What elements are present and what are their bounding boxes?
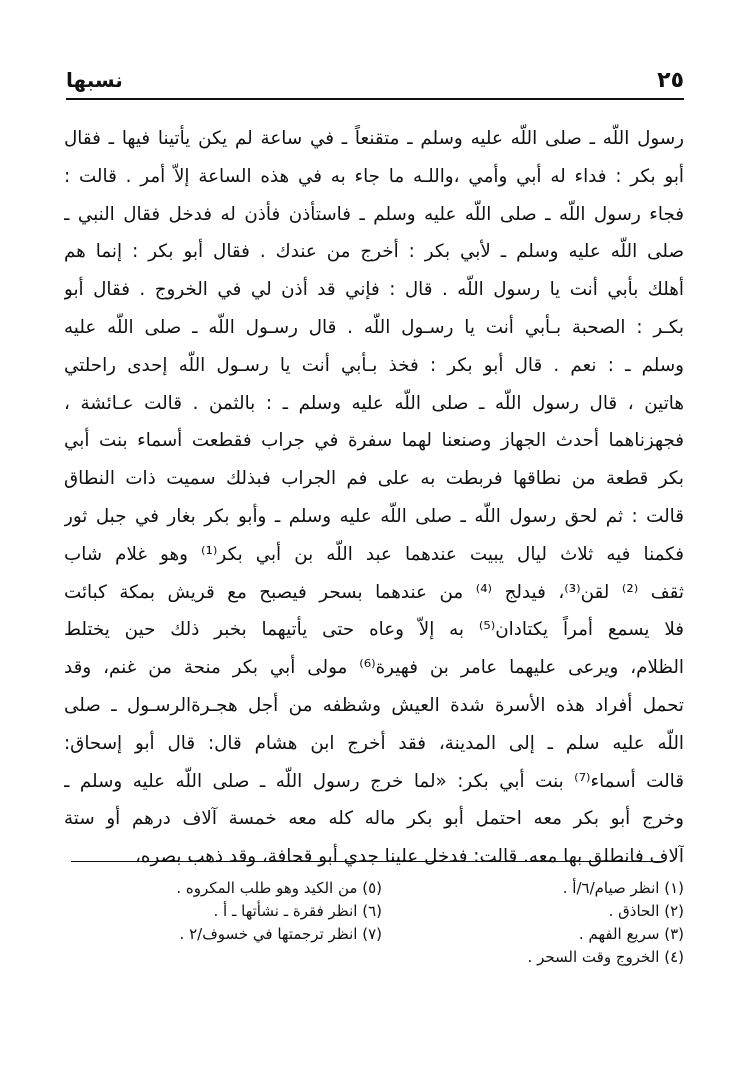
footnotes (80, 877, 684, 969)
text-line: تحمل أفراد هذه الأسرة شدة العيش وشظفه من أجل هجـرةالرسـول ـ صلى (64, 694, 684, 716)
footnote-empty (80, 946, 382, 969)
footnote-1: (١) انظر صيام/٦/أ . (562, 879, 684, 897)
footnote-7: (٧) انظر ترجمتها في خسوف/٢ . (179, 925, 382, 943)
footnote-row (80, 946, 684, 969)
text-line: بكـر : الصحبة بـأبي أنت يا رسـول اللّه . قال رسـول اللّه ـ صلى اللّه عليه (64, 316, 684, 338)
page-header (66, 68, 684, 96)
text-line: قالت أسماء⁽⁷⁾ بنت أبي بكر: «لما خرج رسول اللّه ـ صلى اللّه عليه وسلم ـ (64, 770, 684, 792)
header-rule (66, 98, 684, 100)
footnote-row (80, 877, 684, 900)
text-line: رسول اللّه ـ صلى اللّه عليه وسلم ـ متقنعاً ـ في ساعة لم يكن يأتينا فيها ـ فقال (64, 128, 684, 149)
text-line: هاتين ، قال رسول اللّه ـ صلى اللّه عليه وسلم ـ : بالثمن . قالت عـائشة ، (64, 392, 684, 414)
text-line: وخرج أبو بكر معه احتمل أبو بكر ماله كله معه خمسة آلاف درهم أو ستة (64, 808, 684, 830)
text-line: قالت : ثم لحق رسول اللّه ـ صلى اللّه عليه وسلم ـ وأبو بكر بغار في جبل ثور (64, 505, 684, 527)
page-number: ٢٥ (657, 68, 684, 93)
footnote-6: (٦) انظر فقرة ـ نشأتها ـ أ . (213, 902, 382, 920)
footnote-rule (71, 861, 663, 862)
footnote-4: (٤) الخروج وقت السحر . (527, 948, 684, 966)
text-line: فجهزناهما أحدث الجهاز وصنعنا لهما سفرة في جراب فقطعت أسماء بنت أبي (64, 430, 684, 452)
text-line: فجاء رسول اللّه ـ صلى اللّه عليه وسلم ـ فاستأذن فأذن له فدخل فقال النبي ـ (64, 203, 684, 225)
text-line: وسلم ـ : نعم . قال أبو بكر : فخذ بـأبي أنت يا رسـول اللّه إحدى راحلتي (64, 354, 684, 376)
footnote-3: (٣) سريع الفهم . (578, 925, 684, 943)
footnote-5: (٥) من الكيد وهو طلب المكروه . (176, 879, 382, 897)
text-line: فلا يسمع أمراً يكتادان⁽⁵⁾ به إلاّ وعاه حتى يأتيهما بخبر ذلك حين يختلط (64, 619, 684, 641)
text-line: أبو بكر : فداء له أبي وأمي ،واللـه ما جاء به في هذه الساعة إلاّ أمر . قالت : (64, 165, 684, 187)
text-line: آلاف فانطلق بها معه. قالت: فدخل علينا جدي أبو قحافة، وقد ذهب بصره، (135, 846, 684, 868)
text-line: صلى اللّه عليه وسلم ـ لأبي بكر : أخرج من عندك . فقال أبو بكر : إنما هم (64, 241, 684, 263)
text-line: الظلام، ويرعى عليهما عامر بن فهيرة⁽⁶⁾ مولى أبي بكر منحة من غنم، وقد (64, 657, 684, 679)
text-line: بكر قطعة من نطاقها فربطت به على فم الجراب فبذلك سميت ذات النطاق (64, 468, 684, 490)
text-line: ثقف ⁽²⁾ لقن⁽³⁾، فيدلج ⁽⁴⁾ من عندهما بسحر فيصبح مع قريش بمكة كبائت (64, 581, 684, 603)
text-line: أهلك بأبي أنت يا رسول اللّه . قال : فإني قد أذن لي في الخروج . فقال أبو (64, 279, 684, 301)
footnote-row (80, 923, 684, 946)
text-line: فكمنا فيه ثلاث ليال يبيت عندهما عبد اللّه بن أبي بكر⁽¹⁾ وهو غلام شاب (64, 543, 684, 565)
running-title: نسبها (66, 68, 123, 92)
footnote-row (80, 900, 684, 923)
body-text (64, 120, 684, 876)
text-line: اللّه عليه سلم ـ إلى المدينة، فقد أخرج ابن هشام قال: قال أبو إسحاق: (64, 732, 684, 754)
footnote-2: (٢) الحاذق . (608, 902, 684, 920)
